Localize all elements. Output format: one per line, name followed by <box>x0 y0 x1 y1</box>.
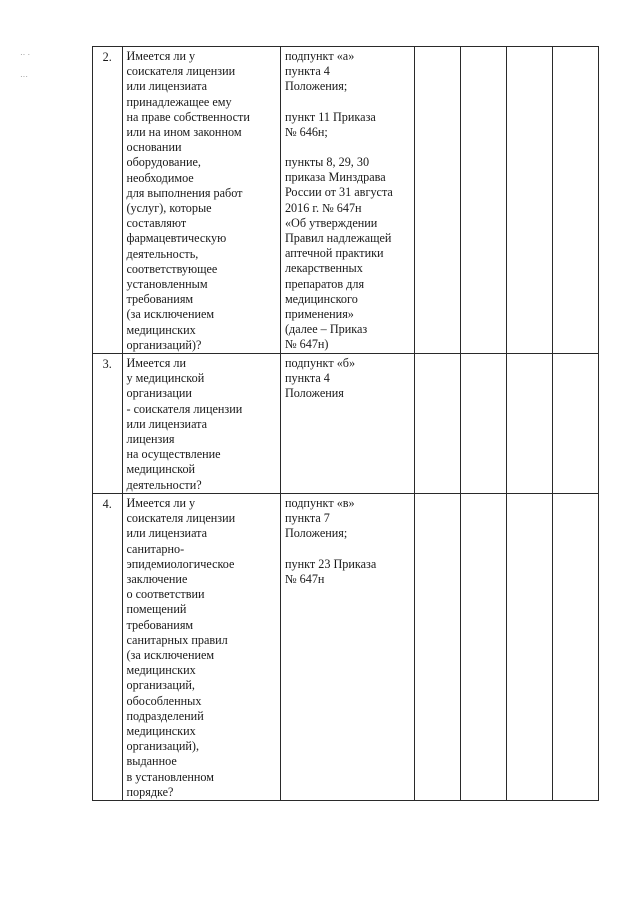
question-line: подразделений <box>126 708 204 723</box>
question-line: - соискателя лицензии <box>126 401 243 416</box>
reference-cell <box>280 354 414 494</box>
question-line: медицинских <box>126 663 196 678</box>
reference-line: пункта 4 <box>284 371 330 386</box>
question-line: медицинских <box>126 723 196 738</box>
question-line: организаций)? <box>126 337 202 352</box>
question-line: оборудование, <box>126 155 201 170</box>
empty-answer-cell <box>461 493 507 800</box>
question-line: требованиям <box>126 617 194 632</box>
question-line: организаций, <box>126 678 195 693</box>
question-line: Имеется ли у <box>126 49 196 63</box>
reference-line: Положения; <box>284 526 348 541</box>
reference-line: медицинского <box>284 291 358 306</box>
question-cell <box>122 354 280 494</box>
reference-line: Положения; <box>284 79 348 94</box>
reference-line <box>285 140 414 155</box>
empty-answer-cell <box>507 47 553 354</box>
question-line: организации <box>126 386 192 401</box>
reference-line: аптечной практики <box>284 246 384 261</box>
table-row <box>93 354 599 494</box>
row-number: 3. <box>102 357 112 372</box>
margin-mark: ·· · <box>20 50 31 59</box>
empty-answer-cell <box>553 354 599 494</box>
question-line: установленным <box>126 277 208 292</box>
row-number-cell <box>93 47 123 354</box>
question-line: обособленных <box>126 693 202 708</box>
empty-answer-cell <box>507 493 553 800</box>
row-number: 4. <box>102 496 112 511</box>
question-line: принадлежащее ему <box>126 94 232 109</box>
question-line: о соответствии <box>126 587 205 602</box>
question-line: или лицензиата <box>126 526 208 541</box>
table-row <box>93 47 599 354</box>
reference-line: пункт 23 Приказа <box>284 556 377 571</box>
question-line: соответствующее <box>126 261 218 276</box>
question-line: деятельность, <box>126 246 199 261</box>
empty-answer-cell <box>415 354 461 494</box>
row-number: 2. <box>102 50 112 64</box>
question-line: на осуществление <box>126 447 221 462</box>
question-line: медицинской <box>126 462 196 477</box>
question-line: соискателя лицензии <box>126 64 236 79</box>
reference-line <box>285 95 414 110</box>
reference-line: № 647н <box>284 571 325 586</box>
question-line: (за исключением <box>126 647 215 662</box>
question-line: соискателя лицензии <box>126 511 236 526</box>
question-line: или лицензиата <box>126 416 208 431</box>
reference-line: № 646н; <box>284 124 328 139</box>
question-line: составляют <box>126 216 187 231</box>
empty-answer-cell <box>415 47 461 354</box>
question-line: эпидемиологическое <box>126 556 235 571</box>
reference-line: Правил надлежащей <box>284 231 392 246</box>
empty-answer-cell <box>415 493 461 800</box>
question-line: Имеется ли <box>126 356 186 371</box>
question-line: или лицензиата <box>126 79 208 94</box>
reference-line: Положения <box>284 386 344 401</box>
reference-line: (далее – Приказ <box>284 322 368 337</box>
question-line: выданное <box>126 754 177 769</box>
reference-line: применения» <box>284 307 354 322</box>
reference-line: России от 31 августа <box>284 185 393 200</box>
reference-line: приказа Минздрава <box>284 170 386 185</box>
question-line: заключение <box>126 571 188 586</box>
question-line: (за исключением <box>126 307 215 322</box>
question-cell <box>122 47 280 354</box>
reference-line: пункта 7 <box>284 511 330 526</box>
reference-line: препаратов для <box>284 276 365 291</box>
margin-mark: ··· <box>20 72 28 81</box>
reference-line: № 647н) <box>284 337 329 352</box>
question-line: лицензия <box>126 432 175 447</box>
question-line: (услуг), которые <box>126 201 212 216</box>
reference-line: пункт 11 Приказа <box>284 109 376 124</box>
question-line: у медицинской <box>126 371 205 386</box>
question-line: для выполнения работ <box>126 185 243 200</box>
question-line: помещений <box>126 602 187 617</box>
question-line: на праве собственности <box>126 109 250 124</box>
reference-line: подпункт «б» <box>284 356 356 371</box>
reference-line: лекарственных <box>284 261 363 276</box>
empty-answer-cell <box>553 493 599 800</box>
question-line: санитарных правил <box>126 632 228 647</box>
empty-answer-cell <box>461 47 507 354</box>
question-line: требованиям <box>126 292 194 307</box>
question-cell <box>122 493 280 800</box>
reference-line <box>285 542 414 557</box>
row-number-cell <box>93 493 123 800</box>
question-line: санитарно- <box>126 541 185 556</box>
question-line: медицинских <box>126 322 196 337</box>
question-line: необходимое <box>126 170 194 185</box>
question-line: порядке? <box>126 784 174 799</box>
question-line: в установленном <box>126 769 215 784</box>
empty-answer-cell <box>507 354 553 494</box>
question-line: Имеется ли у <box>126 495 196 510</box>
question-line: фармацевтическую <box>126 231 227 246</box>
checklist-table <box>92 46 599 801</box>
reference-cell <box>280 47 414 354</box>
question-line: основании <box>126 140 182 155</box>
reference-line: подпункт «а» <box>284 49 355 63</box>
question-line: или на ином законном <box>126 125 242 140</box>
question-line: организаций), <box>126 739 200 754</box>
row-number-cell <box>93 354 123 494</box>
reference-cell <box>280 493 414 800</box>
empty-answer-cell <box>553 47 599 354</box>
table-row <box>93 493 599 800</box>
empty-answer-cell <box>461 354 507 494</box>
reference-line: 2016 г. № 647н <box>284 200 362 215</box>
reference-line: пункты 8, 29, 30 <box>284 155 370 170</box>
reference-line: подпункт «в» <box>284 495 355 510</box>
question-line: деятельности? <box>126 477 202 492</box>
reference-line: «Об утверждении <box>284 215 378 230</box>
reference-line: пункта 4 <box>284 64 330 79</box>
